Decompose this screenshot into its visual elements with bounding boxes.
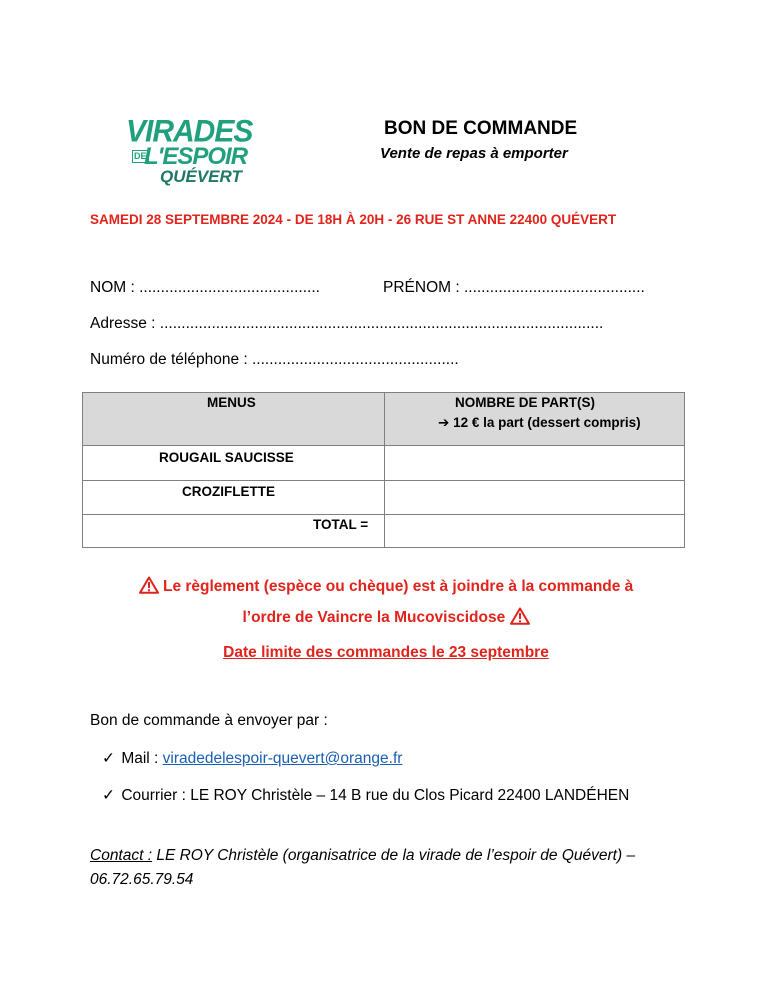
parts-header: NOMBRE DE PART(S): [455, 395, 595, 410]
logo-de: DE: [134, 151, 147, 161]
total-input[interactable]: [385, 515, 685, 548]
arrow-right-icon: ➔: [438, 415, 450, 430]
prenom-field[interactable]: PRÉNOM : ..........................................: [383, 279, 645, 296]
contact-label: Contact :: [90, 847, 153, 864]
price-note-text: 12 € la part (dessert compris): [453, 415, 641, 430]
nom-field[interactable]: NOM : ..........................................: [90, 279, 320, 296]
contact-info: [90, 844, 690, 892]
payment-notice: [0, 576, 772, 596]
adresse-field[interactable]: Adresse : .......................................................................................................: [90, 315, 604, 332]
menu-rougail: ROUGAIL SAUCISSE: [159, 450, 294, 465]
contact-text: LE ROY Christèle (organisatrice de la virade de l’espoir de Quévert) – 06.72.65.79.54: [90, 847, 636, 888]
order-deadline: Date limite des commandes le 23 septembre: [223, 644, 549, 661]
order-table: [82, 392, 685, 548]
total-label: TOTAL =: [313, 517, 369, 532]
logo-virades: VIRADES: [126, 114, 253, 149]
price-note: [438, 415, 641, 431]
warning-icon: [139, 576, 159, 594]
mail-link[interactable]: viradedelespoir-quevert@orange.fr: [162, 750, 403, 767]
send-intro: Bon de commande à envoyer par :: [90, 712, 328, 729]
payment-notice-line1: Le règlement (espèce ou chèque) est à joindre à la commande à: [162, 578, 634, 595]
warning-icon: [510, 607, 530, 625]
virades-logo: [126, 114, 258, 189]
event-details: SAMEDI 28 SEPTEMBRE 2024 - DE 18H À 20H - 26 RUE ST ANNE 22400 QUÉVERT: [90, 212, 617, 227]
mail-option: [102, 749, 402, 768]
parts-input-croziflette[interactable]: [385, 481, 685, 514]
document-title: BON DE COMMANDE: [384, 118, 578, 139]
mail-label: Mail :: [121, 750, 163, 767]
document-subtitle: Vente de repas à emporter: [380, 145, 568, 162]
telephone-field[interactable]: Numéro de téléphone : ................................................: [90, 351, 459, 368]
menus-header: MENUS: [207, 395, 256, 410]
logo-espoir: L'ESPOIR: [144, 143, 248, 170]
logo-quevert: QUÉVERT: [160, 167, 242, 186]
payment-notice-line2: l’ordre de Vaincre la Mucoviscidose: [242, 609, 506, 626]
parts-input-rougail[interactable]: [385, 447, 685, 480]
payment-notice-2: [0, 607, 772, 627]
checkmark-icon: ✓: [102, 787, 115, 804]
courrier-option: [102, 784, 662, 808]
menu-croziflette: CROZIFLETTE: [182, 484, 275, 499]
courrier-text: Courrier : LE ROY Christèle – 14 B rue du Clos Picard 22400 LANDÉHEN: [121, 787, 630, 804]
checkmark-icon: ✓: [102, 750, 115, 767]
